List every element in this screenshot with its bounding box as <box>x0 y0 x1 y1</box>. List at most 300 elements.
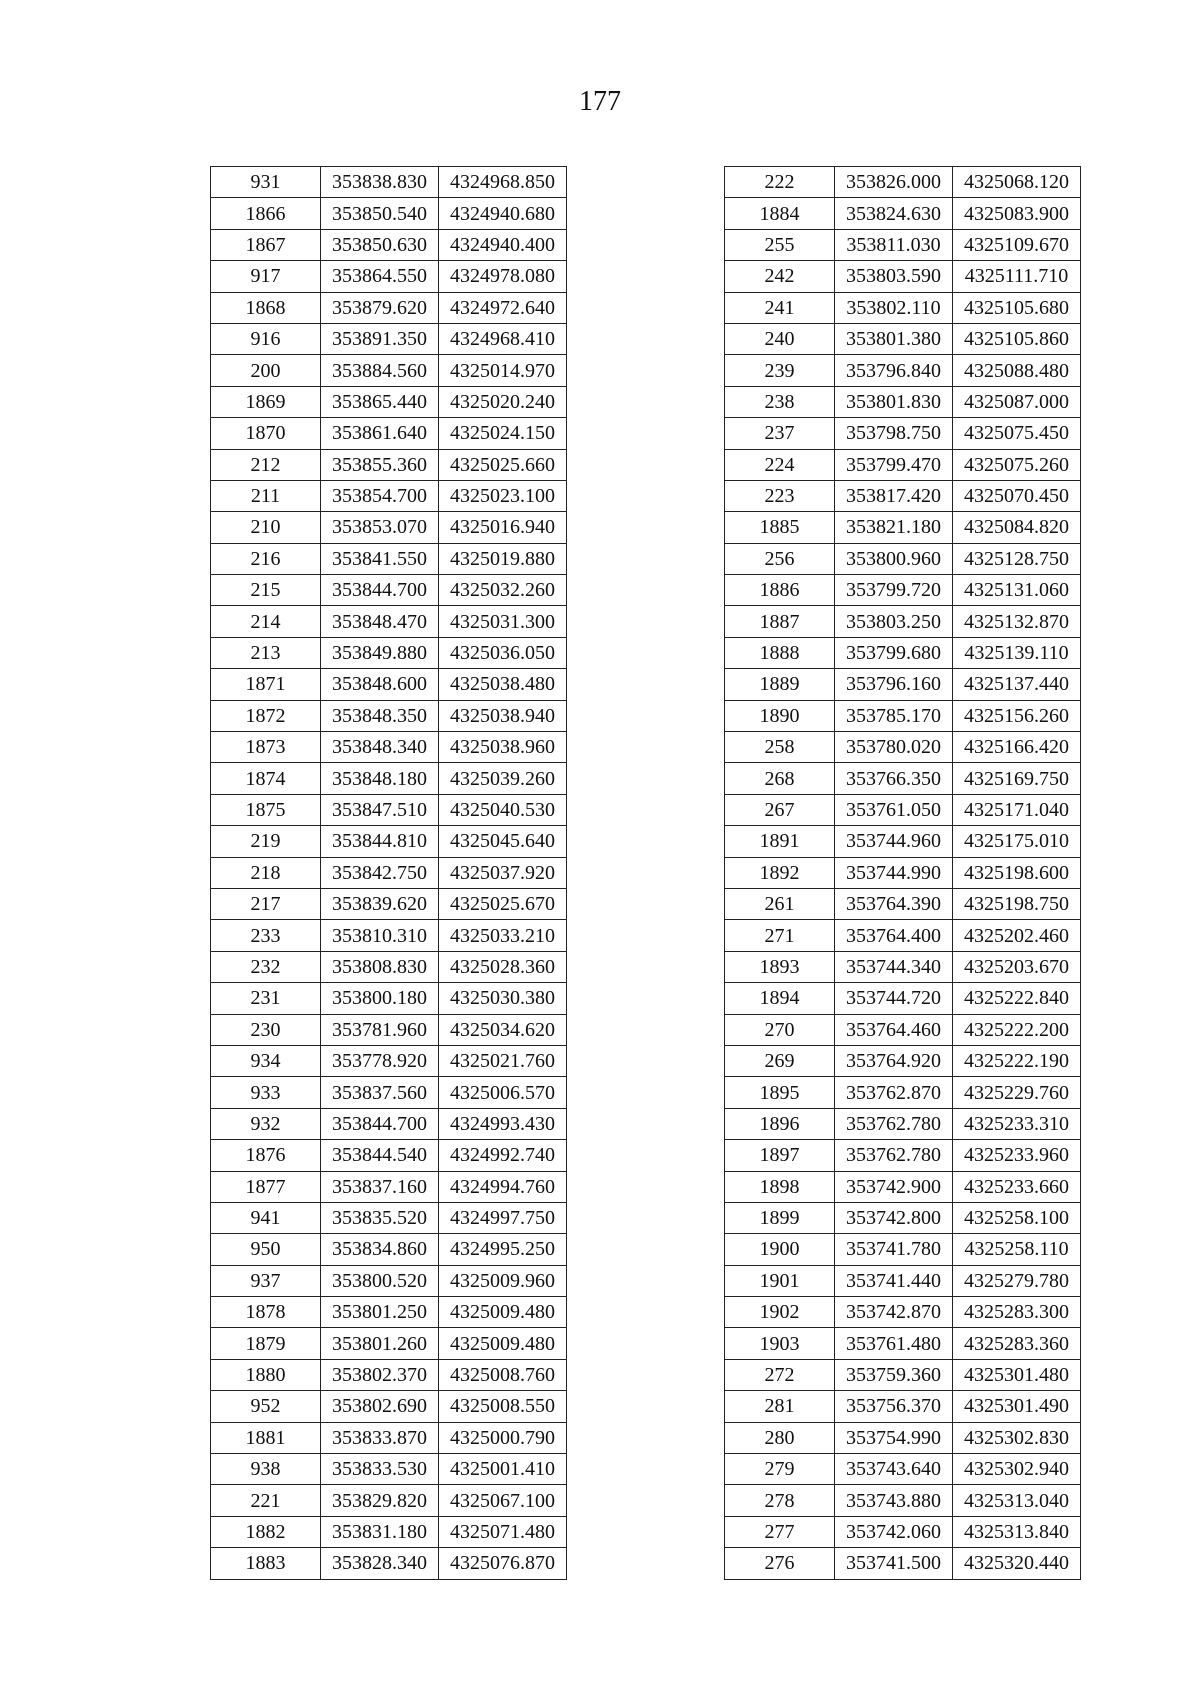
point-id-cell: 1881 <box>211 1422 321 1453</box>
table-row <box>725 669 1081 700</box>
x-coordinate-cell: 353838.830 <box>321 167 439 198</box>
x-coordinate-cell: 353742.900 <box>835 1171 953 1202</box>
point-id-cell: 1901 <box>725 1265 835 1296</box>
point-id-cell: 1892 <box>725 857 835 888</box>
x-coordinate-cell: 353798.750 <box>835 418 953 449</box>
x-coordinate-cell: 353764.400 <box>835 920 953 951</box>
y-coordinate-cell: 4325033.210 <box>439 920 567 951</box>
point-id-cell: 214 <box>211 606 321 637</box>
y-coordinate-cell: 4325025.660 <box>439 449 567 480</box>
point-id-cell: 941 <box>211 1202 321 1233</box>
point-id-cell: 224 <box>725 449 835 480</box>
table-row <box>211 1014 567 1045</box>
table-row <box>211 857 567 888</box>
point-id-cell: 241 <box>725 292 835 323</box>
point-id-cell: 233 <box>211 920 321 951</box>
point-id-cell: 212 <box>211 449 321 480</box>
x-coordinate-cell: 353796.840 <box>835 355 953 386</box>
y-coordinate-cell: 4325084.820 <box>953 512 1081 543</box>
point-id-cell: 232 <box>211 951 321 982</box>
x-coordinate-cell: 353850.630 <box>321 229 439 260</box>
y-coordinate-cell: 4325233.660 <box>953 1171 1081 1202</box>
right-coordinate-table <box>724 166 1081 1580</box>
point-id-cell: 1879 <box>211 1328 321 1359</box>
table-row <box>211 826 567 857</box>
y-coordinate-cell: 4325105.860 <box>953 323 1081 354</box>
table-row <box>725 920 1081 951</box>
y-coordinate-cell: 4325020.240 <box>439 386 567 417</box>
y-coordinate-cell: 4324994.760 <box>439 1171 567 1202</box>
table-row <box>211 1391 567 1422</box>
y-coordinate-cell: 4324992.740 <box>439 1140 567 1171</box>
table-row <box>725 1548 1081 1579</box>
point-id-cell: 937 <box>211 1265 321 1296</box>
point-id-cell: 933 <box>211 1077 321 1108</box>
point-id-cell: 1903 <box>725 1328 835 1359</box>
x-coordinate-cell: 353741.780 <box>835 1234 953 1265</box>
table-row <box>211 951 567 982</box>
table-row <box>725 292 1081 323</box>
table-row <box>211 669 567 700</box>
table-row <box>211 1485 567 1516</box>
y-coordinate-cell: 4324972.640 <box>439 292 567 323</box>
x-coordinate-cell: 353833.530 <box>321 1454 439 1485</box>
table-row <box>211 1171 567 1202</box>
point-id-cell: 1872 <box>211 700 321 731</box>
y-coordinate-cell: 4325075.260 <box>953 449 1081 480</box>
point-id-cell: 932 <box>211 1108 321 1139</box>
x-coordinate-cell: 353828.340 <box>321 1548 439 1579</box>
point-id-cell: 1891 <box>725 826 835 857</box>
left-coordinate-table <box>210 166 567 1580</box>
point-id-cell: 215 <box>211 575 321 606</box>
point-id-cell: 1899 <box>725 1202 835 1233</box>
x-coordinate-cell: 353764.920 <box>835 1045 953 1076</box>
x-coordinate-cell: 353864.550 <box>321 261 439 292</box>
y-coordinate-cell: 4325008.760 <box>439 1359 567 1390</box>
table-row <box>725 763 1081 794</box>
table-row <box>725 857 1081 888</box>
point-id-cell: 222 <box>725 167 835 198</box>
y-coordinate-cell: 4325109.670 <box>953 229 1081 260</box>
point-id-cell: 211 <box>211 480 321 511</box>
x-coordinate-cell: 353762.870 <box>835 1077 953 1108</box>
point-id-cell: 221 <box>211 1485 321 1516</box>
table-row <box>725 794 1081 825</box>
x-coordinate-cell: 353764.460 <box>835 1014 953 1045</box>
point-id-cell: 261 <box>725 888 835 919</box>
x-coordinate-cell: 353833.870 <box>321 1422 439 1453</box>
y-coordinate-cell: 4325320.440 <box>953 1548 1081 1579</box>
table-row <box>211 732 567 763</box>
x-coordinate-cell: 353764.390 <box>835 888 953 919</box>
table-row <box>725 732 1081 763</box>
x-coordinate-cell: 353835.520 <box>321 1202 439 1233</box>
table-row <box>211 386 567 417</box>
x-coordinate-cell: 353834.860 <box>321 1234 439 1265</box>
y-coordinate-cell: 4325016.940 <box>439 512 567 543</box>
point-id-cell: 237 <box>725 418 835 449</box>
x-coordinate-cell: 353847.510 <box>321 794 439 825</box>
x-coordinate-cell: 353803.590 <box>835 261 953 292</box>
y-coordinate-cell: 4325203.670 <box>953 951 1081 982</box>
table-row <box>725 1108 1081 1139</box>
y-coordinate-cell: 4325301.490 <box>953 1391 1081 1422</box>
y-coordinate-cell: 4324993.430 <box>439 1108 567 1139</box>
y-coordinate-cell: 4325087.000 <box>953 386 1081 417</box>
x-coordinate-cell: 353785.170 <box>835 700 953 731</box>
table-row <box>725 229 1081 260</box>
x-coordinate-cell: 353844.810 <box>321 826 439 857</box>
point-id-cell: 1888 <box>725 637 835 668</box>
y-coordinate-cell: 4325040.530 <box>439 794 567 825</box>
point-id-cell: 1884 <box>725 198 835 229</box>
table-row <box>725 951 1081 982</box>
table-row <box>725 167 1081 198</box>
x-coordinate-cell: 353744.960 <box>835 826 953 857</box>
y-coordinate-cell: 4325025.670 <box>439 888 567 919</box>
table-row <box>211 543 567 574</box>
point-id-cell: 219 <box>211 826 321 857</box>
x-coordinate-cell: 353799.470 <box>835 449 953 480</box>
x-coordinate-cell: 353849.880 <box>321 637 439 668</box>
x-coordinate-cell: 353801.250 <box>321 1297 439 1328</box>
x-coordinate-cell: 353801.380 <box>835 323 953 354</box>
x-coordinate-cell: 353879.620 <box>321 292 439 323</box>
page-number: 177 <box>579 86 621 117</box>
y-coordinate-cell: 4325131.060 <box>953 575 1081 606</box>
x-coordinate-cell: 353855.360 <box>321 449 439 480</box>
y-coordinate-cell: 4325076.870 <box>439 1548 567 1579</box>
table-row <box>211 983 567 1014</box>
y-coordinate-cell: 4325009.960 <box>439 1265 567 1296</box>
y-coordinate-cell: 4325302.830 <box>953 1422 1081 1453</box>
table-row <box>211 700 567 731</box>
table-row <box>211 323 567 354</box>
y-coordinate-cell: 4324968.410 <box>439 323 567 354</box>
point-id-cell: 1873 <box>211 732 321 763</box>
x-coordinate-cell: 353801.830 <box>835 386 953 417</box>
y-coordinate-cell: 4325030.380 <box>439 983 567 1014</box>
point-id-cell: 1868 <box>211 292 321 323</box>
point-id-cell: 218 <box>211 857 321 888</box>
table-row <box>725 1328 1081 1359</box>
x-coordinate-cell: 353800.960 <box>835 543 953 574</box>
x-coordinate-cell: 353781.960 <box>321 1014 439 1045</box>
x-coordinate-cell: 353766.350 <box>835 763 953 794</box>
x-coordinate-cell: 353841.550 <box>321 543 439 574</box>
x-coordinate-cell: 353756.370 <box>835 1391 953 1422</box>
table-row <box>211 920 567 951</box>
x-coordinate-cell: 353742.800 <box>835 1202 953 1233</box>
y-coordinate-cell: 4325031.300 <box>439 606 567 637</box>
y-coordinate-cell: 4325301.480 <box>953 1359 1081 1390</box>
y-coordinate-cell: 4325222.200 <box>953 1014 1081 1045</box>
y-coordinate-cell: 4324978.080 <box>439 261 567 292</box>
x-coordinate-cell: 353744.990 <box>835 857 953 888</box>
point-id-cell: 213 <box>211 637 321 668</box>
point-id-cell: 1898 <box>725 1171 835 1202</box>
x-coordinate-cell: 353850.540 <box>321 198 439 229</box>
y-coordinate-cell: 4325233.960 <box>953 1140 1081 1171</box>
x-coordinate-cell: 353839.620 <box>321 888 439 919</box>
table-row <box>211 888 567 919</box>
table-row <box>211 763 567 794</box>
table-row <box>725 512 1081 543</box>
point-id-cell: 1875 <box>211 794 321 825</box>
y-coordinate-cell: 4325070.450 <box>953 480 1081 511</box>
y-coordinate-cell: 4325038.940 <box>439 700 567 731</box>
x-coordinate-cell: 353817.420 <box>835 480 953 511</box>
y-coordinate-cell: 4325175.010 <box>953 826 1081 857</box>
table-row <box>725 386 1081 417</box>
table-row <box>725 261 1081 292</box>
y-coordinate-cell: 4325009.480 <box>439 1297 567 1328</box>
table-row <box>211 1077 567 1108</box>
point-id-cell: 276 <box>725 1548 835 1579</box>
y-coordinate-cell: 4325034.620 <box>439 1014 567 1045</box>
y-coordinate-cell: 4325171.040 <box>953 794 1081 825</box>
x-coordinate-cell: 353854.700 <box>321 480 439 511</box>
x-coordinate-cell: 353848.180 <box>321 763 439 794</box>
x-coordinate-cell: 353844.540 <box>321 1140 439 1171</box>
y-coordinate-cell: 4325001.410 <box>439 1454 567 1485</box>
y-coordinate-cell: 4325075.450 <box>953 418 1081 449</box>
y-coordinate-cell: 4325071.480 <box>439 1516 567 1547</box>
table-row <box>725 575 1081 606</box>
y-coordinate-cell: 4325036.050 <box>439 637 567 668</box>
table-row <box>211 1359 567 1390</box>
y-coordinate-cell: 4324940.680 <box>439 198 567 229</box>
x-coordinate-cell: 353848.340 <box>321 732 439 763</box>
point-id-cell: 916 <box>211 323 321 354</box>
point-id-cell: 952 <box>211 1391 321 1422</box>
x-coordinate-cell: 353821.180 <box>835 512 953 543</box>
point-id-cell: 917 <box>211 261 321 292</box>
point-id-cell: 1877 <box>211 1171 321 1202</box>
table-row <box>725 480 1081 511</box>
x-coordinate-cell: 353743.880 <box>835 1485 953 1516</box>
point-id-cell: 281 <box>725 1391 835 1422</box>
table-row <box>211 229 567 260</box>
y-coordinate-cell: 4325132.870 <box>953 606 1081 637</box>
y-coordinate-cell: 4325028.360 <box>439 951 567 982</box>
point-id-cell: 216 <box>211 543 321 574</box>
y-coordinate-cell: 4325258.100 <box>953 1202 1081 1233</box>
point-id-cell: 1894 <box>725 983 835 1014</box>
table-row <box>211 167 567 198</box>
x-coordinate-cell: 353742.060 <box>835 1516 953 1547</box>
point-id-cell: 1880 <box>211 1359 321 1390</box>
x-coordinate-cell: 353844.700 <box>321 1108 439 1139</box>
x-coordinate-cell: 353801.260 <box>321 1328 439 1359</box>
point-id-cell: 1887 <box>725 606 835 637</box>
table-row <box>725 1140 1081 1171</box>
point-id-cell: 1869 <box>211 386 321 417</box>
x-coordinate-cell: 353829.820 <box>321 1485 439 1516</box>
x-coordinate-cell: 353826.000 <box>835 167 953 198</box>
y-coordinate-cell: 4325258.110 <box>953 1234 1081 1265</box>
y-coordinate-cell: 4325067.100 <box>439 1485 567 1516</box>
y-coordinate-cell: 4325202.460 <box>953 920 1081 951</box>
right-table-body <box>725 167 1081 1580</box>
point-id-cell: 258 <box>725 732 835 763</box>
x-coordinate-cell: 353759.360 <box>835 1359 953 1390</box>
y-coordinate-cell: 4325137.440 <box>953 669 1081 700</box>
point-id-cell: 1867 <box>211 229 321 260</box>
y-coordinate-cell: 4325139.110 <box>953 637 1081 668</box>
point-id-cell: 1886 <box>725 575 835 606</box>
table-row <box>725 1202 1081 1233</box>
point-id-cell: 1889 <box>725 669 835 700</box>
table-row <box>211 1045 567 1076</box>
point-id-cell: 950 <box>211 1234 321 1265</box>
point-id-cell: 269 <box>725 1045 835 1076</box>
x-coordinate-cell: 353837.160 <box>321 1171 439 1202</box>
table-row <box>725 1422 1081 1453</box>
y-coordinate-cell: 4325006.570 <box>439 1077 567 1108</box>
point-id-cell: 277 <box>725 1516 835 1547</box>
table-row <box>211 1297 567 1328</box>
x-coordinate-cell: 353778.920 <box>321 1045 439 1076</box>
x-coordinate-cell: 353810.310 <box>321 920 439 951</box>
y-coordinate-cell: 4324995.250 <box>439 1234 567 1265</box>
point-id-cell: 1882 <box>211 1516 321 1547</box>
point-id-cell: 200 <box>211 355 321 386</box>
y-coordinate-cell: 4325233.310 <box>953 1108 1081 1139</box>
x-coordinate-cell: 353802.110 <box>835 292 953 323</box>
table-row <box>211 512 567 543</box>
x-coordinate-cell: 353754.990 <box>835 1422 953 1453</box>
y-coordinate-cell: 4325000.790 <box>439 1422 567 1453</box>
point-id-cell: 1896 <box>725 1108 835 1139</box>
point-id-cell: 938 <box>211 1454 321 1485</box>
y-coordinate-cell: 4325032.260 <box>439 575 567 606</box>
y-coordinate-cell: 4325198.600 <box>953 857 1081 888</box>
y-coordinate-cell: 4325008.550 <box>439 1391 567 1422</box>
x-coordinate-cell: 353848.350 <box>321 700 439 731</box>
y-coordinate-cell: 4325222.190 <box>953 1045 1081 1076</box>
table-row <box>211 261 567 292</box>
x-coordinate-cell: 353762.780 <box>835 1140 953 1171</box>
table-row <box>211 606 567 637</box>
table-row <box>725 418 1081 449</box>
point-id-cell: 1874 <box>211 763 321 794</box>
point-id-cell: 223 <box>725 480 835 511</box>
y-coordinate-cell: 4325313.040 <box>953 1485 1081 1516</box>
y-coordinate-cell: 4325279.780 <box>953 1265 1081 1296</box>
table-row <box>725 826 1081 857</box>
y-coordinate-cell: 4325068.120 <box>953 167 1081 198</box>
x-coordinate-cell: 353811.030 <box>835 229 953 260</box>
table-row <box>725 198 1081 229</box>
point-id-cell: 267 <box>725 794 835 825</box>
table-row <box>211 1422 567 1453</box>
point-id-cell: 1890 <box>725 700 835 731</box>
x-coordinate-cell: 353741.440 <box>835 1265 953 1296</box>
y-coordinate-cell: 4325302.940 <box>953 1454 1081 1485</box>
table-row <box>725 1014 1081 1045</box>
y-coordinate-cell: 4325283.360 <box>953 1328 1081 1359</box>
point-id-cell: 231 <box>211 983 321 1014</box>
table-row <box>725 355 1081 386</box>
point-id-cell: 1900 <box>725 1234 835 1265</box>
point-id-cell: 279 <box>725 1454 835 1485</box>
x-coordinate-cell: 353844.700 <box>321 575 439 606</box>
point-id-cell: 1866 <box>211 198 321 229</box>
table-row <box>211 794 567 825</box>
point-id-cell: 270 <box>725 1014 835 1045</box>
point-id-cell: 271 <box>725 920 835 951</box>
x-coordinate-cell: 353848.600 <box>321 669 439 700</box>
y-coordinate-cell: 4325021.760 <box>439 1045 567 1076</box>
y-coordinate-cell: 4325283.300 <box>953 1297 1081 1328</box>
x-coordinate-cell: 353865.440 <box>321 386 439 417</box>
point-id-cell: 242 <box>725 261 835 292</box>
table-row <box>211 418 567 449</box>
y-coordinate-cell: 4324940.400 <box>439 229 567 260</box>
y-coordinate-cell: 4325156.260 <box>953 700 1081 731</box>
point-id-cell: 268 <box>725 763 835 794</box>
point-id-cell: 217 <box>211 888 321 919</box>
point-id-cell: 1870 <box>211 418 321 449</box>
table-row <box>725 1297 1081 1328</box>
table-row <box>725 637 1081 668</box>
table-row <box>211 1265 567 1296</box>
x-coordinate-cell: 353800.180 <box>321 983 439 1014</box>
table-row <box>211 637 567 668</box>
table-row <box>211 1454 567 1485</box>
x-coordinate-cell: 353741.500 <box>835 1548 953 1579</box>
x-coordinate-cell: 353799.720 <box>835 575 953 606</box>
table-row <box>211 449 567 480</box>
point-id-cell: 1895 <box>725 1077 835 1108</box>
point-id-cell: 240 <box>725 323 835 354</box>
y-coordinate-cell: 4325105.680 <box>953 292 1081 323</box>
point-id-cell: 210 <box>211 512 321 543</box>
table-row <box>725 449 1081 480</box>
x-coordinate-cell: 353837.560 <box>321 1077 439 1108</box>
x-coordinate-cell: 353780.020 <box>835 732 953 763</box>
x-coordinate-cell: 353761.480 <box>835 1328 953 1359</box>
table-row <box>211 1516 567 1547</box>
y-coordinate-cell: 4325169.750 <box>953 763 1081 794</box>
table-row <box>725 1359 1081 1390</box>
point-id-cell: 230 <box>211 1014 321 1045</box>
table-row <box>725 1077 1081 1108</box>
point-id-cell: 255 <box>725 229 835 260</box>
point-id-cell: 1885 <box>725 512 835 543</box>
table-row <box>211 1328 567 1359</box>
point-id-cell: 1897 <box>725 1140 835 1171</box>
table-row <box>211 1108 567 1139</box>
y-coordinate-cell: 4325083.900 <box>953 198 1081 229</box>
x-coordinate-cell: 353742.870 <box>835 1297 953 1328</box>
table-row <box>211 1548 567 1579</box>
table-row <box>725 1454 1081 1485</box>
y-coordinate-cell: 4325198.750 <box>953 888 1081 919</box>
table-row <box>725 983 1081 1014</box>
left-table-body <box>211 167 567 1580</box>
point-id-cell: 1871 <box>211 669 321 700</box>
y-coordinate-cell: 4325024.150 <box>439 418 567 449</box>
point-id-cell: 1893 <box>725 951 835 982</box>
table-row <box>725 888 1081 919</box>
point-id-cell: 256 <box>725 543 835 574</box>
point-id-cell: 272 <box>725 1359 835 1390</box>
y-coordinate-cell: 4325229.760 <box>953 1077 1081 1108</box>
y-coordinate-cell: 4325009.480 <box>439 1328 567 1359</box>
